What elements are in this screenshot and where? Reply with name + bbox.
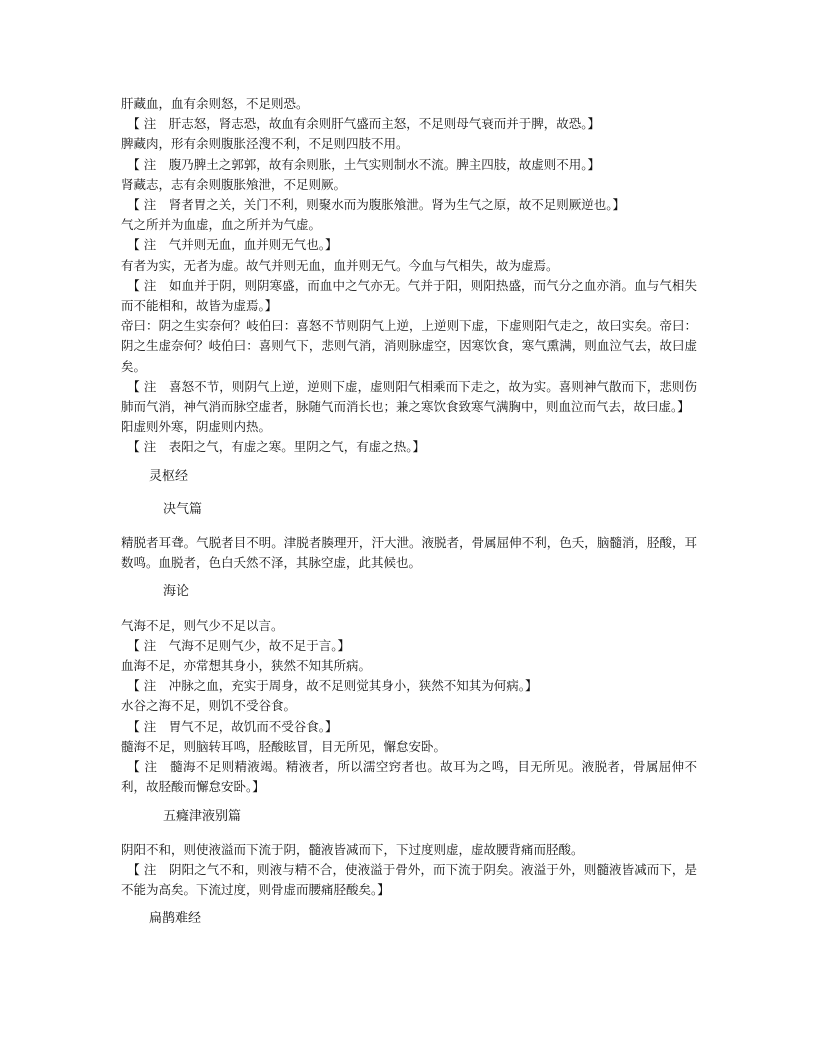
paragraph: 血海不足，亦常想其身小，狭然不知其所病。: [121, 658, 372, 674]
paragraph: 阴阳不和，则使液溢而下流于阴，髓液皆减而下，下过度则虚，虚故腰背痛而胫酸。: [121, 841, 584, 857]
annotation: 【 注 肾者胃之关，关门不利，则聚水而为腹胀飧泄。肾为生气之原，故不足则厥逆也。】: [127, 197, 625, 213]
annotation: 【 注 阴阳之气不和，则液与精不合，使液溢于骨外，而下流于阴矣。液溢于外，则髓液皆减而下，是不能为高矣。下流过度，则骨虚而腰痛胫酸矣。】: [121, 861, 697, 898]
paragraph: 肝藏血，血有余则怒，不足则恐。: [121, 96, 309, 111]
annotation: 【 注 气海不足则气少，故不足于言。】: [127, 637, 350, 653]
paragraph-jueqi: 精脱者耳聋。气脱者目不明。津脱者腠理开，汗大泄。液脱者，骨属屈伸不利，色夭，脑髓消，胫酸，耳数鸣。血脱者，色白夭然不泽，其脉空虚，此其候也。: [121, 535, 697, 571]
annotation: 【 注 表阳之气，有虚之寒。里阴之气，有虚之热。】: [127, 439, 425, 455]
annotation: 【 注 腹乃脾土之郭郭，故有余则胀，土气实则制水不流。脾主四肢，故虚则不用。】: [127, 156, 600, 172]
heading-bianque: 扁鹊难经: [149, 911, 202, 927]
paragraph: 帝曰：阴之生实奈何？岐伯曰：喜怒不节则阴气上逆，上逆则下虚，下虚则阳气走之，故曰实矣。帝曰：阴之生虚奈何？岐伯曰：喜则气下，悲则气消，消则脉虚空，因寒饮食，寒气熏满，则血泣气去，故曰虚矣。: [121, 318, 697, 374]
annotation: 【 注 胃气不足，故饥而不受谷食。】: [127, 718, 338, 734]
heading-hailun: 海论: [163, 584, 190, 600]
paragraph: 水谷之海不足，则饥不受谷食。: [121, 698, 297, 714]
paragraph: 脾藏肉，形有余则腹胀泾溲不利，不足则四肢不用。: [121, 136, 409, 152]
annotation: 【 注 如血并于阴，则阴寒盛，而血中之气亦无。气并于阳，则阳热盛，而气分之血亦消。血与气相失而不能相和，故皆为虚焉。】: [121, 277, 697, 314]
annotation: 【 注 肝志怒，肾志恐，故血有余则肝气盛而主怒，不足则母气衰而并于脾，故恐。】: [127, 116, 600, 132]
annotation: 【 注 髓海不足则精液竭。精液者，所以濡空窍者也。故耳为之鸣，目无所见。液脱者，骨属屈伸不利，故胫酸而懈怠安卧。】: [121, 759, 697, 795]
paragraph: 气海不足，则气少不足以言。: [121, 617, 284, 633]
heading-jueqi: 决气篇: [163, 501, 203, 517]
paragraph: 有者为实，无者为虚。故气并则无血，血并则无气。今血与气相失，故为虚焉。: [121, 257, 559, 273]
paragraph: 气之所并为血虚，血之所并为气虚。: [121, 217, 322, 233]
paragraph: 阳虚则外寒，阴虚则内热。: [121, 419, 272, 435]
document-page: [121, 94, 697, 943]
paragraph: 肾藏志，志有余则腹胀飧泄，不足则厥。: [121, 176, 347, 192]
annotation: 【 注 喜怒不节，则阴气上逆，逆则下虚，虚则阳气相乘而下走之，故为实。喜则神气散而下，悲则伤肺而气消，神气消而脉空虚者，脉随气而消长也；兼之寒饮食致寒气满胸中，则血泣而气去，故曰虚。】: [121, 378, 697, 415]
paragraph: 髓海不足，则脑转耳鸣，胫酸眩冒，目无所见，懈怠安卧。: [121, 738, 447, 754]
heading-wulong: 五癃津液别篇: [163, 808, 242, 824]
annotation: 【 注 冲脉之血，充实于周身，故不足则觉其身小，狭然不知其为何病。】: [127, 678, 538, 694]
heading-lingshu: 灵枢经: [149, 468, 189, 484]
annotation: 【 注 气并则无血，血并则无气也。】: [127, 237, 338, 253]
